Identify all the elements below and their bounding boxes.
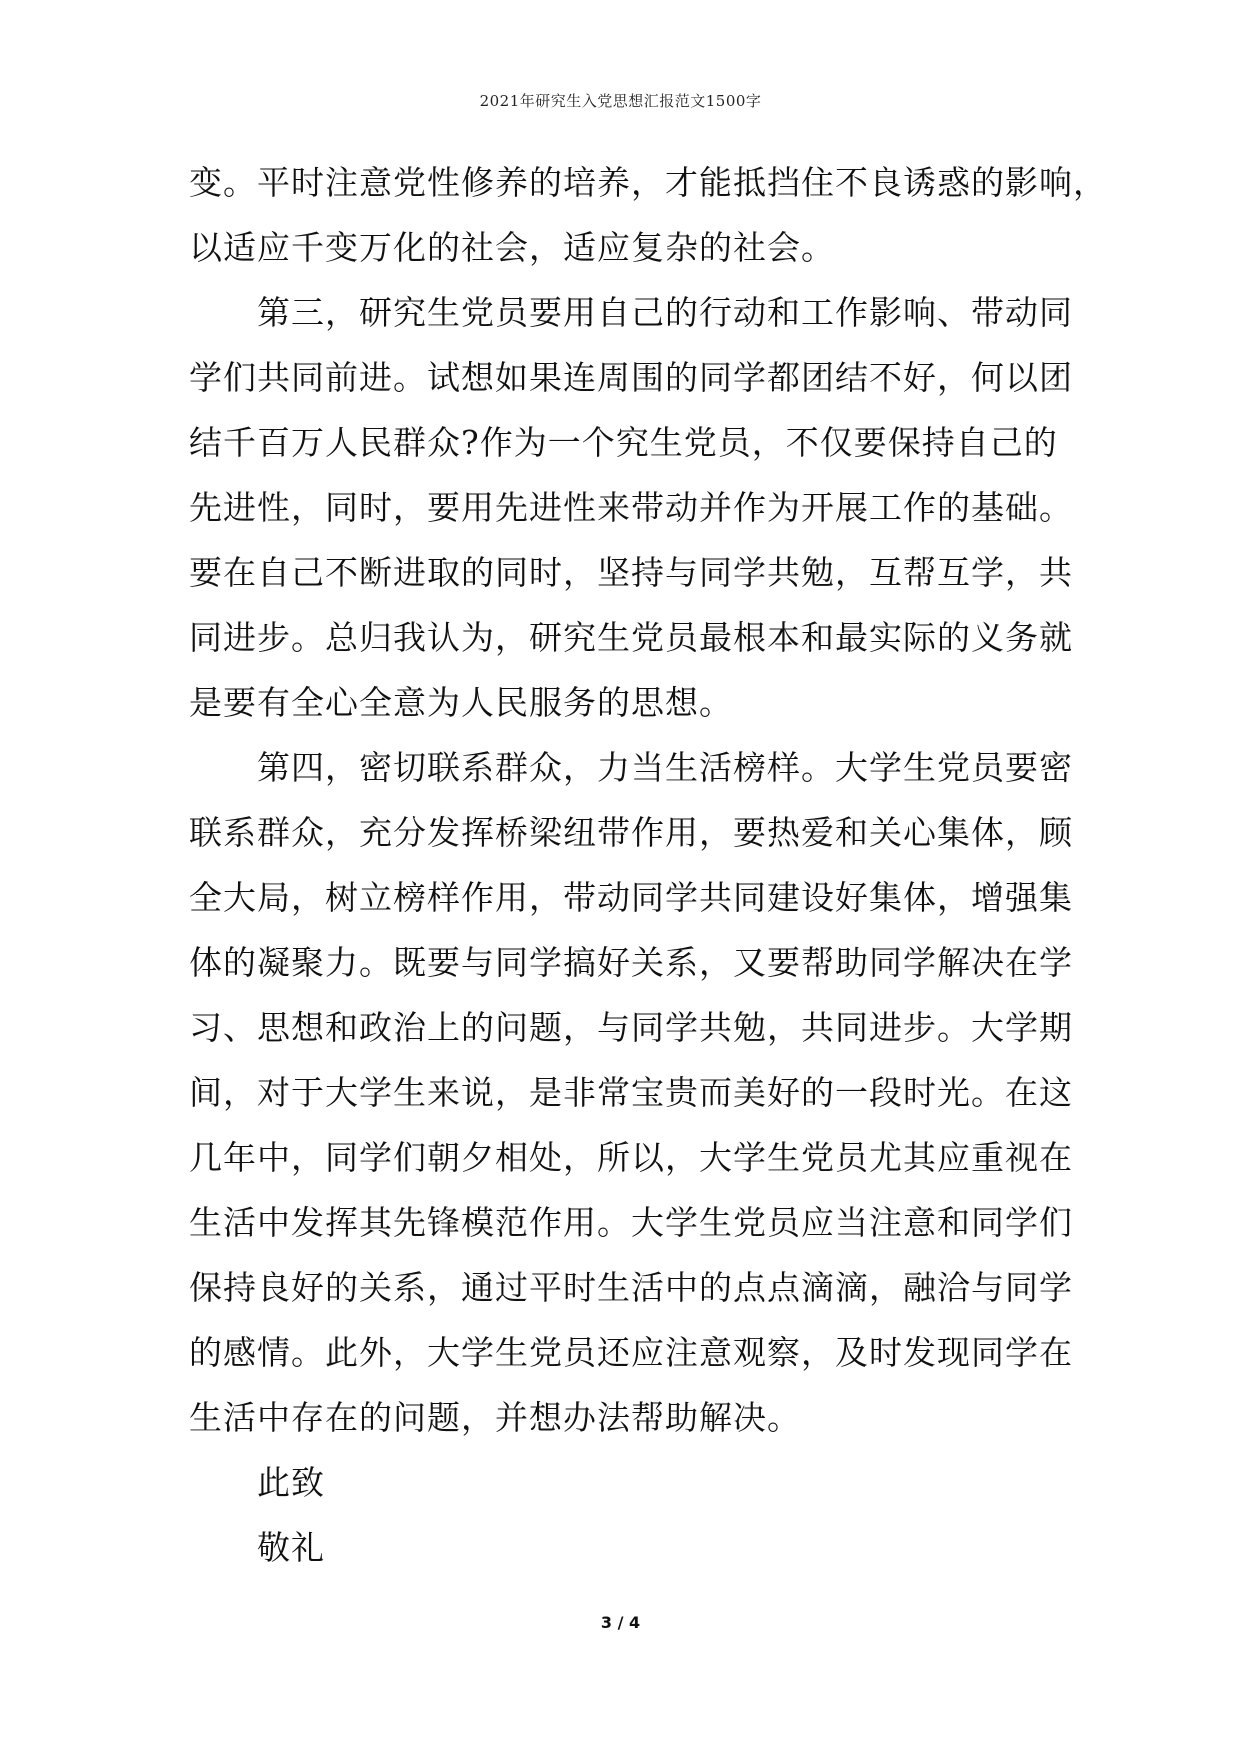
closing-salutation: 此致 bbox=[189, 1463, 325, 1502]
page-header-title: 2021年研究生入党思想汇报范文1500字 bbox=[479, 92, 762, 110]
paragraph-line: 间，对于大学生来说，是非常宝贵而美好的一段时光。在这 bbox=[189, 1073, 1073, 1112]
paragraph-line: 结千百万人民群众?作为一个究生党员，不仅要保持自己的 bbox=[189, 423, 1058, 462]
paragraph-line: 以适应千变万化的社会，适应复杂的社会。 bbox=[189, 228, 835, 267]
paragraph-line: 要在自己不断进取的同时，坚持与同学共勉，互帮互学，共 bbox=[189, 553, 1073, 592]
paragraph-line: 几年中，同学们朝夕相处，所以，大学生党员尤其应重视在 bbox=[189, 1138, 1073, 1177]
paragraph-line: 变。平时注意党性修养的培养，才能抵挡住不良诱惑的影响， bbox=[189, 163, 1107, 202]
page-number: 3 / 4 bbox=[600, 1613, 641, 1632]
paragraph-line: 联系群众，充分发挥桥梁纽带作用，要热爱和关心集体，顾 bbox=[189, 813, 1073, 852]
paragraph-line: 是要有全心全意为人民服务的思想。 bbox=[189, 683, 733, 722]
paragraph-line: 习、思想和政治上的问题，与同学共勉，共同进步。大学期 bbox=[189, 1008, 1073, 1047]
paragraph-line: 生活中发挥其先锋模范作用。大学生党员应当注意和同学们 bbox=[189, 1203, 1073, 1242]
paragraph-line: 学们共同前进。试想如果连周围的同学都团结不好，何以团 bbox=[189, 358, 1073, 397]
paragraph-line: 生活中存在的问题，并想办法帮助解决。 bbox=[189, 1398, 801, 1437]
paragraph-line: 全大局，树立榜样作用，带动同学共同建设好集体，增强集 bbox=[189, 878, 1073, 917]
paragraph-line: 的感情。此外，大学生党员还应注意观察，及时发现同学在 bbox=[189, 1333, 1073, 1372]
paragraph-line: 保持良好的关系，通过平时生活中的点点滴滴，融洽与同学 bbox=[189, 1268, 1073, 1307]
paragraph-line: 体的凝聚力。既要与同学搞好关系，又要帮助同学解决在学 bbox=[189, 943, 1073, 982]
closing-regards: 敬礼 bbox=[189, 1528, 325, 1567]
paragraph-line: 先进性，同时，要用先进性来带动并作为开展工作的基础。 bbox=[189, 488, 1073, 527]
paragraph-line: 同进步。总归我认为，研究生党员最根本和最实际的义务就 bbox=[189, 618, 1073, 657]
paragraph-line: 第三，研究生党员要用自己的行动和工作影响、带动同 bbox=[189, 293, 1073, 332]
paragraph-line: 第四，密切联系群众，力当生活榜样。大学生党员要密 bbox=[189, 748, 1073, 787]
